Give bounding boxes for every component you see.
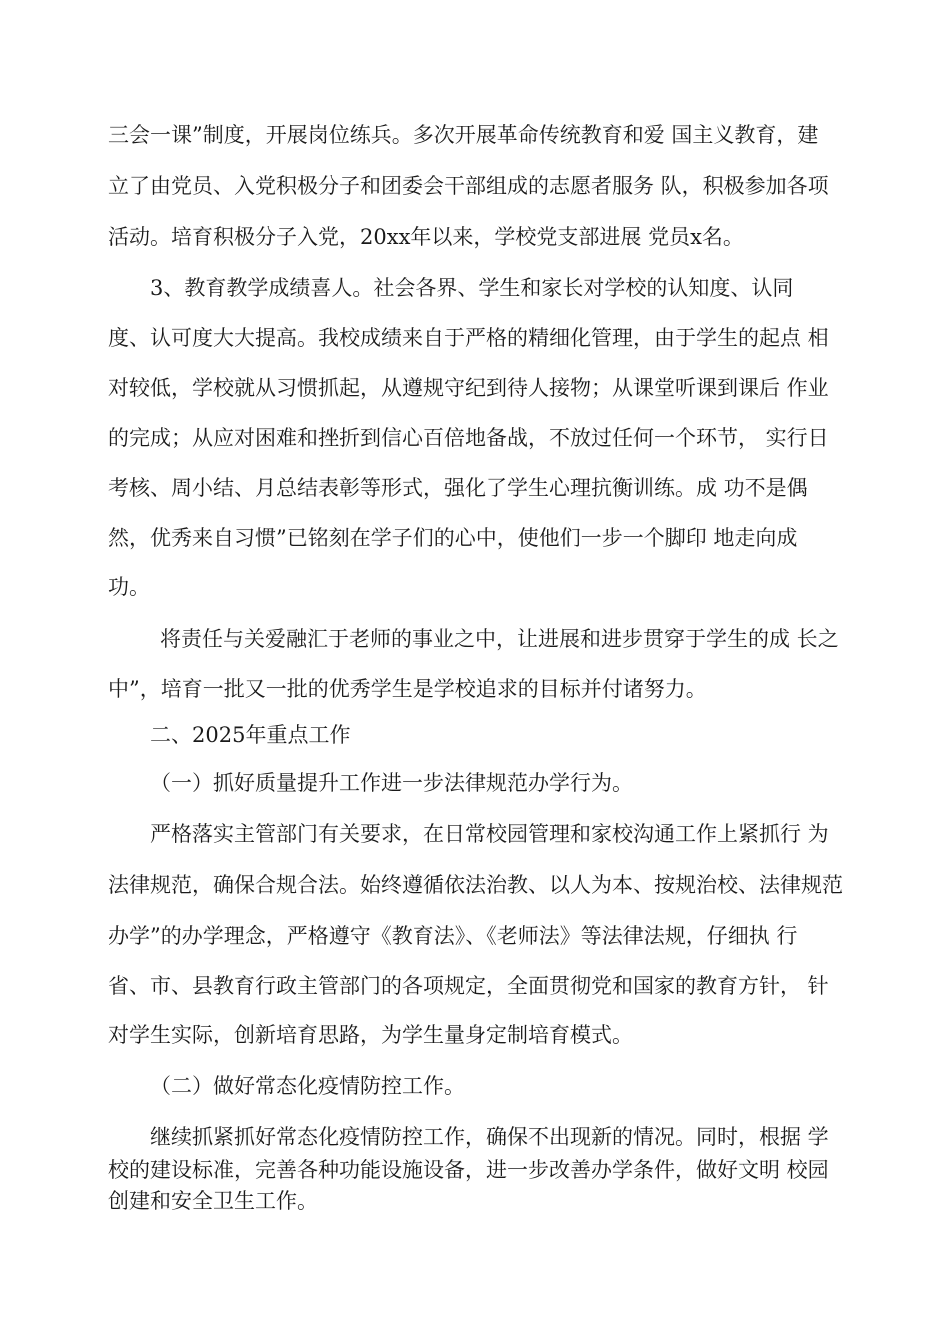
subsection-heading: （一）抓好质量提升工作进一步法律规范办学行为。 (150, 771, 633, 795)
text-line: 办学”的办学理念，严格遵守《教育法》、《老师法》等法律法规，仔细执 行 (108, 924, 798, 948)
text-line: 对较低，学校就从习惯抓起，从遵规守纪到待人接物；从课堂听课到课后 作业 (108, 376, 829, 400)
text-line: 省、市、县教育行政主管部门的各项规定，全面贯彻党和国家的教育方针， 针 (108, 974, 829, 998)
text-line: 对学生实际，创新培育思路，为学生量身定制培育模式。 (108, 1023, 633, 1047)
text-line: 然，优秀来自习惯”已铭刻在学子们的心中，使他们一步一个脚印 地走向成 (108, 526, 798, 550)
text-line: 的完成；从应对困难和挫折到信心百倍地备战，不放过任何一个环节， 实行日 (108, 426, 829, 450)
text-line: 将责任与关爱融汇于老师的事业之中，让进展和进步贯穿于学生的成 长之 (160, 627, 839, 651)
text-line: 考核、周小结、月总结表彰等形式，强化了学生心理抗衡训练。成 功不是偶 (108, 476, 808, 500)
text-line: 三会一课”制度，开展岗位练兵。多次开展革命传统教育和爱 国主义教育，建 (108, 123, 819, 147)
section-heading: 二、2025年重点工作 (150, 723, 351, 747)
text-line: 度、认可度大大提高。我校成绩来自于严格的精细化管理，由于学生的起点 相 (108, 326, 829, 350)
text-line: 严格落实主管部门有关要求，在日常校园管理和家校沟通工作上紧抓行 为 (150, 822, 829, 846)
text-line: 活动。培育积极分子入党，20xx年以来，学校党支部进展 党员x名。 (108, 225, 744, 249)
text-line: 法律规范，确保合规合法。始终遵循依法治教、以人为本、按规治校、法律规范 (108, 873, 843, 897)
text-line: 校的建设标准，完善各种功能设施设备，进一步改善办学条件，做好文明 校园 (108, 1158, 829, 1182)
text-line: 继续抓紧抓好常态化疫情防控工作，确保不出现新的情况。同时，根据 学 (150, 1125, 829, 1149)
text-line: 3、教育教学成绩喜人。社会各界、学生和家长对学校的认知度、认同 (150, 276, 794, 300)
text-line: 功。 (108, 575, 150, 599)
text-line: 立了由党员、入党积极分子和团委会干部组成的志愿者服务 队，积极参加各项 (108, 174, 829, 198)
text-line: 创建和安全卫生工作。 (108, 1189, 318, 1213)
text-line: 中”，培育一批又一批的优秀学生是学校追求的目标并付诸努力。 (108, 677, 707, 701)
subsection-heading: （二）做好常态化疫情防控工作。 (150, 1074, 465, 1098)
